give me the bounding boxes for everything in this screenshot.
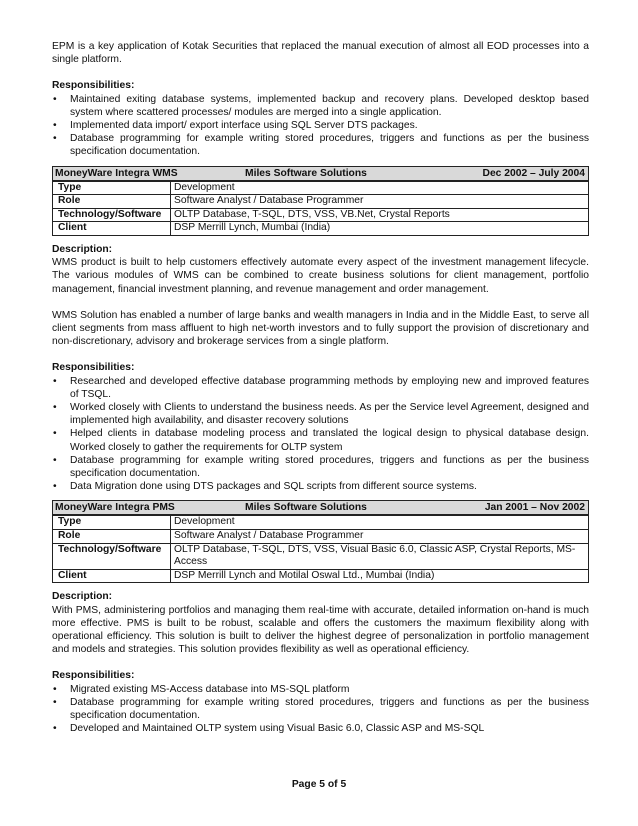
project-header-pms <box>52 500 589 515</box>
list-item: • Researched and developed effective database programming methods by employing new and improved features of TSQL. <box>52 375 589 401</box>
table-row <box>53 222 589 236</box>
info-value: OLTP Database, T-SQL, DTS, VSS, Visual Basic 6.0, Classic ASP, Crystal Reports, MS-Access <box>171 543 589 569</box>
info-key: Type <box>53 516 171 530</box>
pms-responsibilities-list <box>52 683 589 736</box>
list-item: • Database programming for example writing stored procedures, triggers and functions as per the business specification documentation. <box>52 696 589 722</box>
info-key: Role <box>53 195 171 209</box>
info-value: Development <box>171 516 589 530</box>
list-item: • Database programming for example writing stored procedures, triggers and functions as per the business specification documentation. <box>52 132 589 158</box>
description-heading: Description: <box>52 591 113 603</box>
list-item: • Migrated existing MS-Access database into MS-SQL platform <box>52 683 589 696</box>
responsibilities-heading: Responsibilities: <box>52 362 135 374</box>
project-info-table-pms <box>52 515 589 583</box>
list-item: • Developed and Maintained OLTP system using Visual Basic 6.0, Classic ASP and MS-SQL <box>52 722 589 735</box>
list-item: • Helped clients in database modeling process and translated the logical design to physical database design. Worked closely to gather the requirements for OLTP system <box>52 427 589 453</box>
description-heading: Description: <box>52 244 113 255</box>
list-item: • Implemented data import/ export interface using SQL Server DTS packages. <box>52 119 589 132</box>
info-key: Type <box>53 181 171 195</box>
project-description: WMS Solution has enabled a number of large banks and wealth managers in India and in the Middle East, to serve all client segments from mass affluent to high net-worth investors and to fully support the provision of discretionary and non-discretionary, advisory and brokerage services from a single platform. <box>52 309 589 348</box>
table-row <box>53 530 589 544</box>
info-value: Development <box>171 181 589 195</box>
info-value: DSP Merrill Lynch, Mumbai (India) <box>171 222 589 236</box>
epm-responsibilities-list <box>52 93 589 159</box>
list-item: • Maintained exiting database systems, implemented backup and recovery plans. Developed desktop based system where scattered processes/ modules are merged into a single application. <box>52 93 589 119</box>
project-company: Miles Software Solutions <box>245 167 367 179</box>
project-company: Miles Software Solutions <box>245 502 367 514</box>
list-item: • Worked closely with Clients to understand the business needs. As per the Service level Agreement, designed and implemented high availability, and disaster recovery solutions <box>52 401 589 427</box>
epm-intro: EPM is a key application of Kotak Securities that replaced the manual execution of almost all EOD processes into a single platform. <box>52 41 589 66</box>
project-description: With PMS, administering portfolios and managing them real-time with accurate, detailed information on-hand is much more effective. PMS is built to be robust, scalable and offers the customers the maximum flexibility along with operational efficiency. This solution is built to deliver the highest degree of personalization in portfolio management and models and strategies. This solution provides flexibility as well as operational efficiency. <box>52 604 589 656</box>
project-header-wms <box>52 166 589 181</box>
table-row <box>53 516 589 530</box>
info-key: Client <box>53 222 171 236</box>
info-key: Technology/Software <box>53 543 171 569</box>
responsibilities-heading: Responsibilities: <box>52 80 135 92</box>
responsibilities-heading: Responsibilities: <box>52 670 135 682</box>
list-item: • Database programming for example writing stored procedures, triggers and functions as per the business specification documentation. <box>52 454 589 480</box>
info-value: OLTP Database, T-SQL, DTS, VSS, VB.Net, Crystal Reports <box>171 208 589 222</box>
page-content <box>52 40 589 735</box>
info-key: Technology/Software <box>53 208 171 222</box>
info-key: Role <box>53 530 171 544</box>
project-info-table-wms <box>52 181 589 236</box>
info-key: Client <box>53 569 171 583</box>
info-value: Software Analyst / Database Programmer <box>171 195 589 209</box>
list-item: • Data Migration done using DTS packages and SQL scripts from different source systems. <box>52 480 589 493</box>
wms-responsibilities-list <box>52 375 589 494</box>
info-value: DSP Merrill Lynch and Motilal Oswal Ltd., Mumbai (India) <box>171 569 589 583</box>
table-row <box>53 569 589 583</box>
project-name: MoneyWare Integra WMS <box>55 167 178 179</box>
info-value: Software Analyst / Database Programmer <box>171 530 589 544</box>
project-description: WMS product is built to help customers effectively automate every aspect of the investment management lifecycle. The various modules of WMS can be combined to create business solutions for client management, portfolio management, financial investment planning, and revenue management and order management. <box>52 257 589 295</box>
project-dates: Dec 2002 – July 2004 <box>482 167 585 179</box>
table-row <box>53 208 589 222</box>
project-dates: Jan 2001 – Nov 2002 <box>484 502 585 514</box>
page-number: Page 5 of 5 <box>291 779 347 790</box>
table-row <box>53 543 589 569</box>
table-row <box>53 195 589 209</box>
table-row <box>53 181 589 195</box>
project-name: MoneyWare Integra PMS <box>55 502 175 514</box>
